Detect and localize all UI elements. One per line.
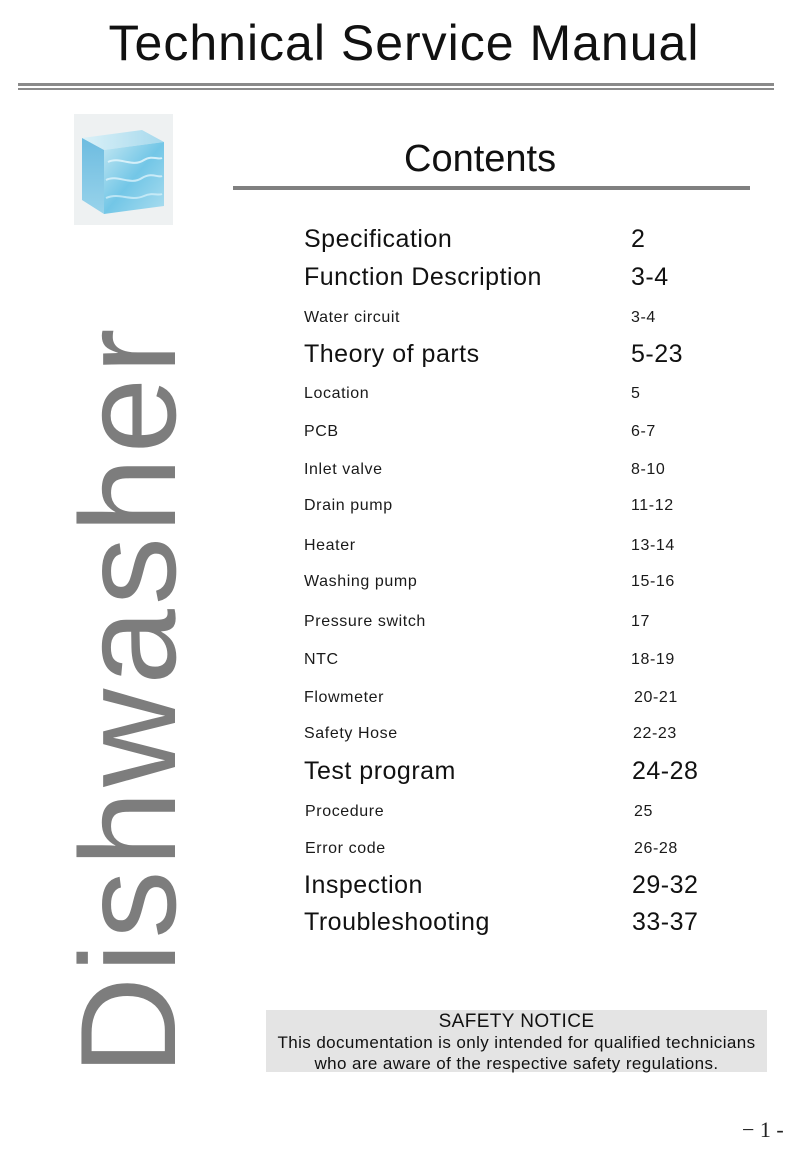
toc-pages: 3-4	[631, 309, 656, 326]
toc-pages: 17	[631, 613, 650, 630]
side-title-dishwasher: Dishwasher	[52, 324, 204, 1075]
toc-pages: 20-21	[634, 689, 678, 706]
toc-pages: 13-14	[631, 537, 675, 554]
toc-label: Heater	[304, 537, 356, 554]
toc-pages: 24-28	[632, 757, 699, 785]
toc-label: Function Description	[304, 263, 542, 291]
toc-label: Flowmeter	[304, 689, 385, 706]
toc-pages: 22-23	[633, 725, 677, 742]
safety-notice-title: SAFETY NOTICE	[438, 1011, 595, 1032]
toc-label: Washing pump	[304, 573, 418, 590]
toc-label: Troubleshooting	[304, 908, 490, 936]
page-number: − 1 -	[742, 1117, 784, 1142]
safety-notice-line-2: who are aware of the respective safety regulations.	[314, 1054, 719, 1073]
safety-notice	[266, 1010, 767, 1072]
toc-label: PCB	[304, 423, 339, 440]
toc-pages: 5	[631, 385, 641, 402]
toc-pages: 33-37	[632, 908, 699, 936]
toc-pages: 2	[631, 225, 646, 253]
toc-pages: 18-19	[631, 651, 675, 668]
water-cube-icon	[74, 114, 173, 225]
contents-heading: Contents	[404, 138, 557, 180]
toc-pages: 11-12	[631, 497, 674, 514]
toc-label: Procedure	[305, 803, 385, 820]
toc-pages: 6-7	[631, 423, 656, 440]
toc-label: Inlet valve	[304, 461, 383, 478]
toc-label: Safety Hose	[304, 725, 398, 742]
toc-label: Theory of parts	[304, 340, 480, 368]
toc-label: Location	[304, 385, 370, 402]
toc-label: Error code	[305, 840, 386, 857]
toc-pages: 3-4	[631, 263, 669, 291]
title-double-rule	[18, 83, 774, 90]
toc-label: Test program	[304, 757, 456, 785]
contents-rule	[233, 186, 750, 190]
toc-pages: 5-23	[631, 340, 684, 368]
document-title: Technical Service Manual	[108, 15, 700, 71]
safety-notice-line-1: This documentation is only intended for qualified technicians	[277, 1033, 756, 1052]
toc-pages: 26-28	[634, 840, 678, 857]
toc-label: Drain pump	[304, 497, 393, 514]
toc-pages: 8-10	[631, 461, 666, 478]
toc-pages: 15-16	[631, 573, 675, 590]
toc-label: NTC	[304, 651, 339, 668]
toc-pages: 29-32	[632, 871, 699, 899]
toc-pages: 25	[634, 803, 653, 820]
toc-label: Specification	[304, 225, 453, 253]
toc-label: Inspection	[304, 871, 423, 899]
toc-label: Pressure switch	[304, 613, 426, 630]
toc-label: Water circuit	[304, 309, 401, 326]
